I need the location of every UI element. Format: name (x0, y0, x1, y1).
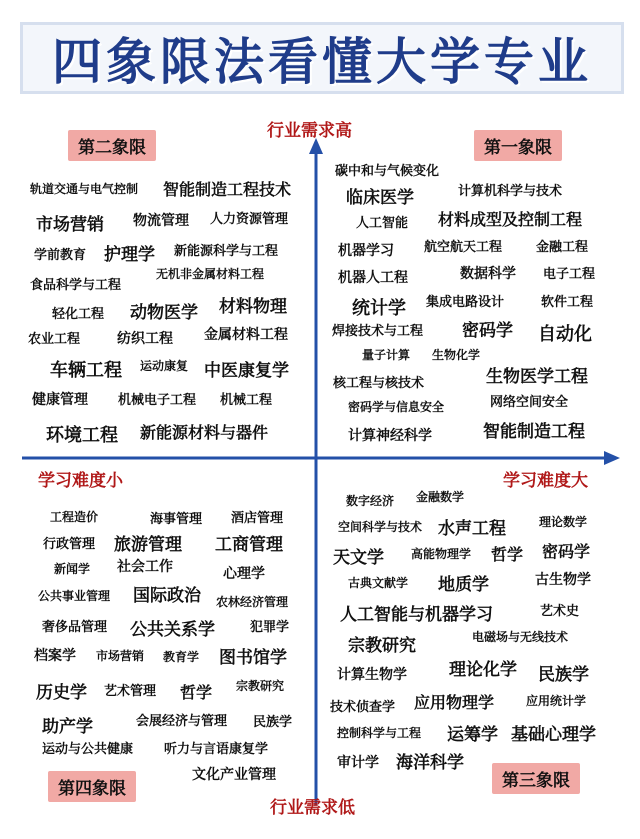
quadrant-label-1: 第一象限 (474, 130, 562, 161)
axis-label-demand-low: 行业需求低 (270, 798, 355, 818)
major-q4-3: 行政管理 (43, 537, 96, 552)
major-q4-19: 历史学 (36, 683, 87, 703)
major-q3-20: 应用物理学 (414, 693, 495, 712)
major-q3-13: 艺术史 (540, 604, 580, 619)
major-q4-21: 哲学 (180, 683, 213, 702)
major-q3-14: 宗教研究 (348, 636, 416, 656)
major-q1-2: 计算机科学与技术 (458, 184, 563, 199)
major-q4-12: 奢侈品管理 (42, 620, 108, 635)
major-q1-12: 集成电路设计 (426, 295, 505, 310)
major-q2-2: 市场营销 (36, 215, 104, 235)
major-q4-16: 市场营销 (96, 649, 145, 663)
major-q1-10: 电子工程 (543, 267, 596, 282)
major-q1-8: 机器人工程 (338, 270, 408, 286)
major-q2-14: 纺织工程 (117, 331, 173, 347)
major-q2-10: 轻化工程 (52, 307, 105, 322)
major-q1-1: 临床医学 (346, 188, 414, 208)
major-q4-13: 公共关系学 (130, 620, 215, 640)
major-q3-12: 人工智能与机器学习 (340, 605, 493, 625)
major-q3-1: 金融数学 (416, 490, 465, 504)
major-q3-7: 哲学 (491, 545, 524, 564)
major-q1-16: 自动化 (538, 324, 592, 345)
major-q4-5: 工商管理 (215, 535, 283, 555)
major-q4-23: 助产学 (42, 717, 93, 737)
major-q2-18: 中医康复学 (204, 361, 289, 381)
major-q4-20: 艺术管理 (104, 684, 157, 699)
major-q2-17: 运动康复 (140, 359, 189, 373)
major-q3-2: 空间科学与技术 (338, 520, 423, 534)
major-q1-21: 密码学与信息安全 (348, 400, 445, 414)
major-q1-22: 网络空间安全 (490, 395, 569, 410)
major-q1-17: 量子计算 (362, 348, 411, 362)
major-q4-15: 档案学 (34, 648, 76, 664)
quadrant-label-3: 第三象限 (492, 763, 580, 794)
quadrant-label-2: 第二象限 (68, 130, 156, 161)
major-q4-10: 国际政治 (133, 586, 201, 606)
major-q4-2: 酒店管理 (231, 511, 284, 526)
major-q1-4: 材料成型及控制工程 (438, 210, 583, 229)
major-q3-8: 密码学 (542, 542, 591, 561)
major-q2-23: 新能源材料与器件 (140, 423, 269, 442)
major-q4-25: 民族学 (253, 715, 293, 730)
major-q1-20: 生物医学工程 (486, 367, 588, 387)
major-q1-18: 生物化学 (432, 348, 481, 362)
major-q4-7: 社会工作 (117, 559, 173, 575)
major-q2-16: 车辆工程 (50, 360, 122, 381)
major-q1-3: 人工智能 (356, 216, 409, 231)
major-q2-22: 环境工程 (46, 425, 118, 446)
major-q3-6: 高能物理学 (411, 547, 472, 561)
major-q1-23: 计算神经科学 (348, 428, 432, 444)
major-q4-18: 图书馆学 (219, 648, 287, 668)
major-q2-1: 智能制造工程技术 (163, 180, 292, 199)
major-q4-6: 新闻学 (54, 562, 91, 576)
major-q1-6: 航空航天工程 (424, 240, 503, 255)
major-q1-9: 数据科学 (460, 266, 516, 282)
major-q1-14: 焊接技术与工程 (332, 324, 424, 339)
major-q4-24: 会展经济与管理 (136, 714, 228, 729)
major-q2-8: 无机非金属材料工程 (156, 267, 265, 281)
major-q2-0: 轨道交通与电气控制 (30, 182, 139, 196)
major-q2-7: 新能源科学与工程 (174, 244, 279, 259)
major-q1-13: 软件工程 (541, 295, 594, 310)
major-q4-0: 工程造价 (50, 510, 99, 524)
major-q1-24: 智能制造工程 (483, 422, 585, 442)
major-q4-22: 宗教研究 (236, 679, 285, 693)
major-q3-23: 运筹学 (447, 725, 498, 745)
major-q3-3: 水声工程 (438, 519, 506, 539)
major-q3-0: 数字经济 (346, 494, 395, 508)
major-q4-14: 犯罪学 (250, 620, 290, 635)
major-q3-9: 古典文献学 (348, 576, 409, 590)
major-q3-24: 基础心理学 (511, 725, 596, 745)
major-q2-9: 食品科学与工程 (30, 278, 122, 293)
major-q1-19: 核工程与核技术 (333, 376, 425, 391)
major-q2-4: 人力资源管理 (210, 212, 289, 227)
major-q3-25: 审计学 (337, 755, 379, 771)
major-q3-10: 地质学 (438, 575, 489, 595)
major-q4-17: 教育学 (163, 650, 200, 664)
quadrant-label-4: 第四象限 (48, 771, 136, 802)
major-q4-4: 旅游管理 (114, 535, 182, 555)
major-q1-7: 金融工程 (536, 240, 589, 255)
major-q2-5: 学前教育 (34, 248, 87, 263)
major-q3-19: 技术侦查学 (330, 700, 396, 715)
major-q3-4: 理论数学 (539, 515, 588, 529)
major-q2-3: 物流管理 (133, 213, 189, 229)
horizontal-axis-arrowhead (604, 451, 620, 465)
major-q4-27: 听力与言语康复学 (164, 742, 269, 757)
major-q3-18: 民族学 (538, 665, 589, 685)
major-q3-17: 理论化学 (449, 660, 517, 680)
major-q4-11: 农林经济管理 (216, 595, 289, 609)
major-q4-28: 文化产业管理 (192, 767, 276, 783)
major-q2-15: 金属材料工程 (204, 327, 288, 343)
axis-label-difficulty-low: 学习难度小 (38, 471, 123, 491)
major-q2-19: 健康管理 (32, 392, 88, 408)
major-q1-11: 统计学 (352, 298, 406, 319)
major-q4-8: 心理学 (223, 566, 265, 582)
major-q2-21: 机械工程 (220, 393, 273, 408)
major-q4-1: 海事管理 (150, 512, 203, 527)
page-title: 四象限法看懂大学专业 (20, 22, 624, 94)
major-q4-26: 运动与公共健康 (42, 742, 134, 757)
major-q1-0: 碳中和与气候变化 (335, 164, 440, 179)
major-q2-6: 护理学 (104, 245, 155, 265)
axis-label-difficulty-high: 学习难度大 (503, 471, 588, 491)
major-q2-20: 机械电子工程 (118, 393, 197, 408)
major-q1-15: 密码学 (462, 321, 513, 341)
major-q4-9: 公共事业管理 (38, 589, 111, 603)
major-q3-15: 电磁场与无线技术 (472, 630, 569, 644)
major-q3-22: 控制科学与工程 (337, 726, 422, 740)
major-q3-11: 古生物学 (535, 572, 591, 588)
axis-label-demand-high: 行业需求高 (267, 121, 352, 141)
major-q2-13: 农业工程 (28, 332, 81, 347)
major-q3-26: 海洋科学 (396, 753, 464, 773)
major-q1-5: 机器学习 (338, 243, 394, 259)
major-q3-16: 计算生物学 (337, 667, 407, 683)
major-q2-11: 动物医学 (130, 303, 198, 323)
major-q3-5: 天文学 (333, 548, 384, 568)
major-q2-12: 材料物理 (219, 297, 287, 317)
major-q3-21: 应用统计学 (526, 694, 587, 708)
